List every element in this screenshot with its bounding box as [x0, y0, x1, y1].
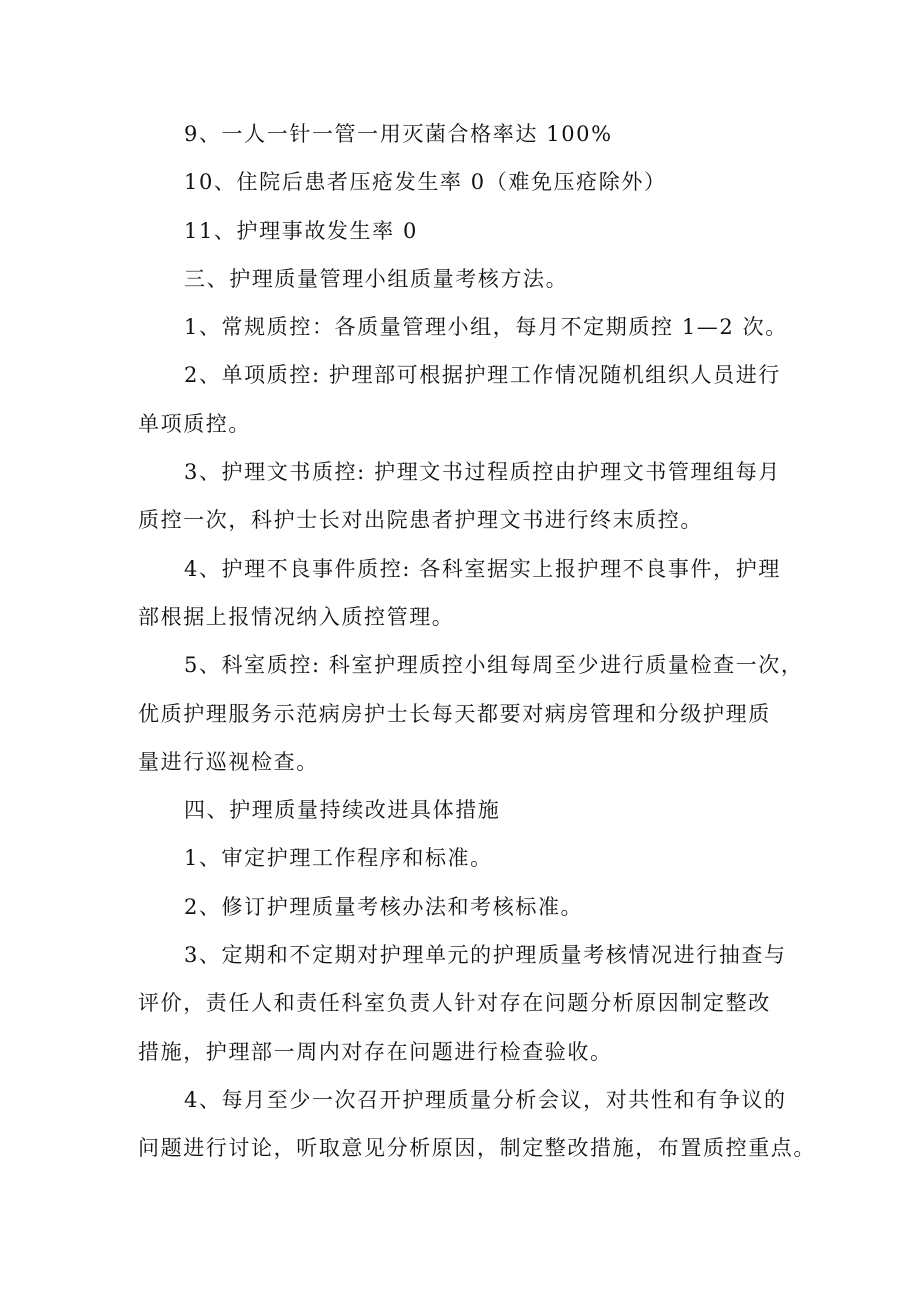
text-line: 问题进行讨论，听取意见分析原因，制定整改措施，布置质控重点。: [138, 1136, 816, 1161]
text-line: 11、护理事故发生率 0: [184, 218, 418, 243]
section-3-item-1: [138, 303, 798, 351]
section-3-item-5: [138, 641, 804, 786]
text-line: 2、单项质控: 护理部可根据护理工作情况随机组织人员进行: [184, 363, 781, 388]
text-line: 9、一人一针一管一用灭菌合格率达 100%: [184, 122, 613, 146]
section-4-item-4: [138, 1076, 816, 1173]
text-line: 4、护理不良事件质控: 各科室据实上报护理不良事件，护理: [184, 556, 781, 581]
section-3-item-2: [138, 351, 798, 448]
text-line: 3、定期和不定期对护理单元的护理质量考核情况进行抽查与: [184, 943, 787, 968]
text-line: 单项质控。: [138, 411, 251, 436]
text-line: 1、常规质控：各质量管理小组，每月不定期质控 1—2 次。: [184, 315, 788, 340]
text-line: 2、修订护理质量考核办法和考核标准。: [184, 894, 584, 919]
section-3-item-4: [138, 545, 798, 642]
item-9-paragraph: [138, 110, 798, 158]
heading-line: 三、护理质量管理小组质量考核方法。: [184, 266, 569, 291]
item-10-paragraph: [138, 158, 798, 206]
text-line: 部根据上报情况纳入质控管理。: [138, 604, 455, 629]
text-line: 5、科室质控: 科室护理质控小组每周至少进行质量检查一次，: [184, 653, 804, 678]
document-body: [138, 110, 816, 1173]
text-line: 量进行巡视检查。: [138, 749, 319, 774]
text-line: 4、每月至少一次召开护理质量分析会议，对共性和有争议的: [184, 1087, 787, 1112]
item-11-paragraph: [138, 207, 798, 255]
section-3-heading: [138, 255, 798, 303]
section-4-item-2: [138, 883, 798, 931]
text-line: 措施，护理部一周内对存在问题进行检查验收。: [138, 1039, 613, 1064]
text-line: 1、审定护理工作程序和标准。: [184, 846, 493, 871]
text-line: 评价，责任人和责任科室负责人针对存在问题分析原因制定整改: [138, 991, 771, 1016]
section-3-item-3: [138, 448, 798, 545]
heading-line: 四、护理质量持续改进具体措施: [184, 798, 501, 823]
section-4-item-1: [138, 834, 798, 882]
text-line: 质控一次，科护士长对出院患者护理文书进行终末质控。: [138, 508, 703, 533]
section-4-item-3: [138, 931, 798, 1076]
section-4-heading: [138, 786, 798, 834]
text-line: 10、住院后患者压疮发生率 0（难免压疮除外）: [184, 170, 667, 195]
text-line: 3、护理文书质控: 护理文书过程质控由护理文书管理组每月: [184, 460, 781, 485]
text-line: 优质护理服务示范病房护士长每天都要对病房管理和分级护理质: [138, 701, 771, 726]
